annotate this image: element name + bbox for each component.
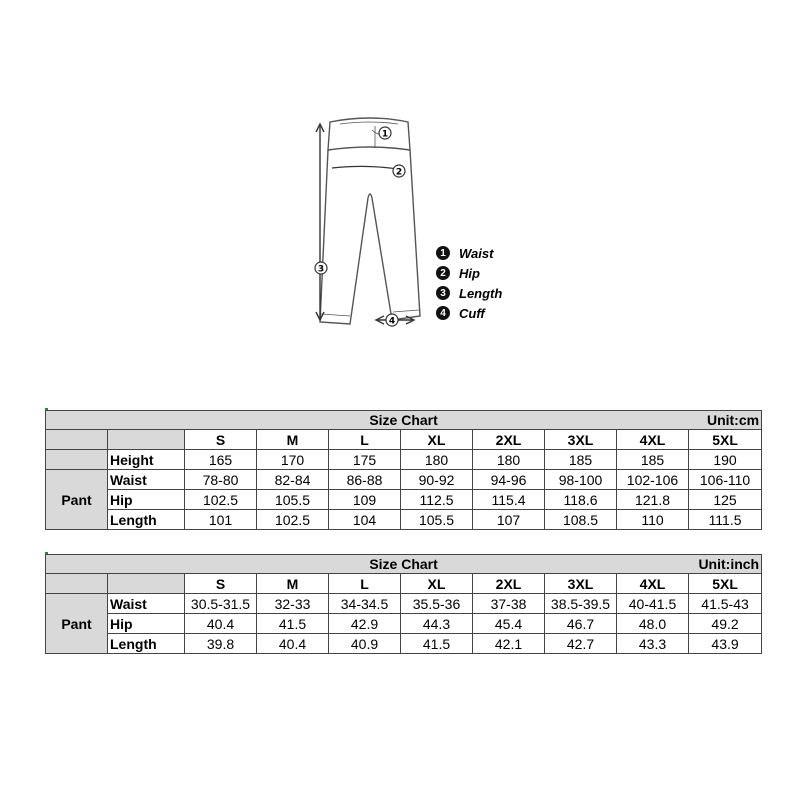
table-cell: 48.0: [617, 614, 689, 634]
table-cell: 41.5-43: [689, 594, 762, 614]
marker-2: 2: [395, 167, 403, 178]
size-header: 4XL: [617, 574, 689, 594]
table-row: [46, 490, 762, 510]
table-cell: 104: [329, 510, 401, 530]
table-cell: 82-84: [257, 470, 329, 490]
size-header: L: [329, 430, 401, 450]
table-row: [46, 614, 762, 634]
size-header: M: [257, 574, 329, 594]
size-header: S: [185, 430, 257, 450]
legend-label: Length: [459, 285, 503, 301]
table-cell: 175: [329, 450, 401, 470]
header-blank: [108, 430, 185, 450]
legend-number: 2: [436, 266, 450, 280]
size-header: 2XL: [473, 430, 545, 450]
table-cell: 165: [185, 450, 257, 470]
legend-label: Hip: [459, 265, 480, 281]
table-cell: 40.4: [257, 634, 329, 654]
size-header: 4XL: [617, 430, 689, 450]
row-label: Waist: [108, 594, 185, 614]
marker-1: 1: [381, 129, 389, 140]
table-cell: 49.2: [689, 614, 762, 634]
size-chart-title-row: [46, 555, 762, 574]
table-cell: 102.5: [257, 510, 329, 530]
table-cell: 43.3: [617, 634, 689, 654]
header-blank: [46, 450, 108, 470]
legend-item-hip: [436, 263, 502, 283]
table-cell: 41.5: [257, 614, 329, 634]
table-cell: 101: [185, 510, 257, 530]
table-cell: 102.5: [185, 490, 257, 510]
size-header: 3XL: [545, 574, 617, 594]
table-cell: 110: [617, 510, 689, 530]
table-cell: 45.4: [473, 614, 545, 634]
size-header: 5XL: [689, 430, 762, 450]
table-cell: 44.3: [401, 614, 473, 634]
table-cell: 35.5-36: [401, 594, 473, 614]
size-header: L: [329, 574, 401, 594]
size-chart-cm: [45, 410, 762, 530]
header-blank: [46, 430, 108, 450]
row-label: Hip: [108, 490, 185, 510]
pants-diagram: [300, 110, 540, 350]
table-cell: 180: [401, 450, 473, 470]
table-cell: 111.5: [689, 510, 762, 530]
legend-number: 1: [436, 246, 450, 260]
table-cell: 94-96: [473, 470, 545, 490]
size-header: 2XL: [473, 574, 545, 594]
table-cell: 38.5-39.5: [545, 594, 617, 614]
table-cell: 105.5: [257, 490, 329, 510]
table-cell: 42.9: [329, 614, 401, 634]
table-cell: 118.6: [545, 490, 617, 510]
legend-item-cuff: [436, 303, 502, 323]
header-blank: [46, 574, 108, 594]
table-cell: 34-34.5: [329, 594, 401, 614]
marker-4: 4: [388, 316, 396, 327]
table-row: [46, 510, 762, 530]
table-cell: 107: [473, 510, 545, 530]
size-header: M: [257, 430, 329, 450]
size-header: 5XL: [689, 574, 762, 594]
table-cell: 108.5: [545, 510, 617, 530]
table-cell: 78-80: [185, 470, 257, 490]
table-cell: 112.5: [401, 490, 473, 510]
table-cell: 32-33: [257, 594, 329, 614]
legend-number: 4: [436, 306, 450, 320]
table-cell: 39.8: [185, 634, 257, 654]
row-label: Hip: [108, 614, 185, 634]
table-cell: 30.5-31.5: [185, 594, 257, 614]
table-cell: 86-88: [329, 470, 401, 490]
table-cell: 43.9: [689, 634, 762, 654]
row-label: Length: [108, 634, 185, 654]
table-cell: 115.4: [473, 490, 545, 510]
table-cell: 185: [617, 450, 689, 470]
row-label: Waist: [108, 470, 185, 490]
size-chart-title: Size Chart: [369, 412, 438, 428]
table-cell: 185: [545, 450, 617, 470]
legend-item-length: [436, 283, 502, 303]
table-cell: 98-100: [545, 470, 617, 490]
table-row: [46, 634, 762, 654]
table-cell: 41.5: [401, 634, 473, 654]
table-cell: 106-110: [689, 470, 762, 490]
table-cell: 121.8: [617, 490, 689, 510]
table-cell: 170: [257, 450, 329, 470]
unit-label: Unit:inch: [698, 556, 760, 572]
table-cell: 42.1: [473, 634, 545, 654]
table-cell: 37-38: [473, 594, 545, 614]
table-cell: 90-92: [401, 470, 473, 490]
unit-label: Unit:cm: [706, 412, 760, 428]
legend-number: 3: [436, 286, 450, 300]
table-cell: 40.4: [185, 614, 257, 634]
legend-label: Cuff: [459, 305, 485, 321]
row-label: Height: [108, 450, 185, 470]
table-cell: 105.5: [401, 510, 473, 530]
legend-label: Waist: [459, 245, 494, 261]
table-cell: 102-106: [617, 470, 689, 490]
table-row: [46, 450, 762, 470]
row-label: Length: [108, 510, 185, 530]
size-header: XL: [401, 574, 473, 594]
table-cell: 42.7: [545, 634, 617, 654]
size-chart-inch: [45, 554, 762, 654]
table-cell: 190: [689, 450, 762, 470]
size-header: S: [185, 574, 257, 594]
legend-item-waist: [436, 243, 502, 263]
table-row: [46, 594, 762, 614]
size-header: XL: [401, 430, 473, 450]
size-header: 3XL: [545, 430, 617, 450]
table-row: [46, 470, 762, 490]
table-cell: 40.9: [329, 634, 401, 654]
table-cell: 125: [689, 490, 762, 510]
measurement-legend: [436, 243, 502, 323]
group-label: Pant: [46, 594, 108, 654]
size-chart-title: Size Chart: [369, 556, 438, 572]
group-label: Pant: [46, 470, 108, 530]
table-cell: 40-41.5: [617, 594, 689, 614]
table-cell: 109: [329, 490, 401, 510]
marker-3: 3: [317, 264, 325, 275]
size-chart-title-row: [46, 411, 762, 430]
header-blank: [108, 574, 185, 594]
table-cell: 46.7: [545, 614, 617, 634]
table-cell: 180: [473, 450, 545, 470]
